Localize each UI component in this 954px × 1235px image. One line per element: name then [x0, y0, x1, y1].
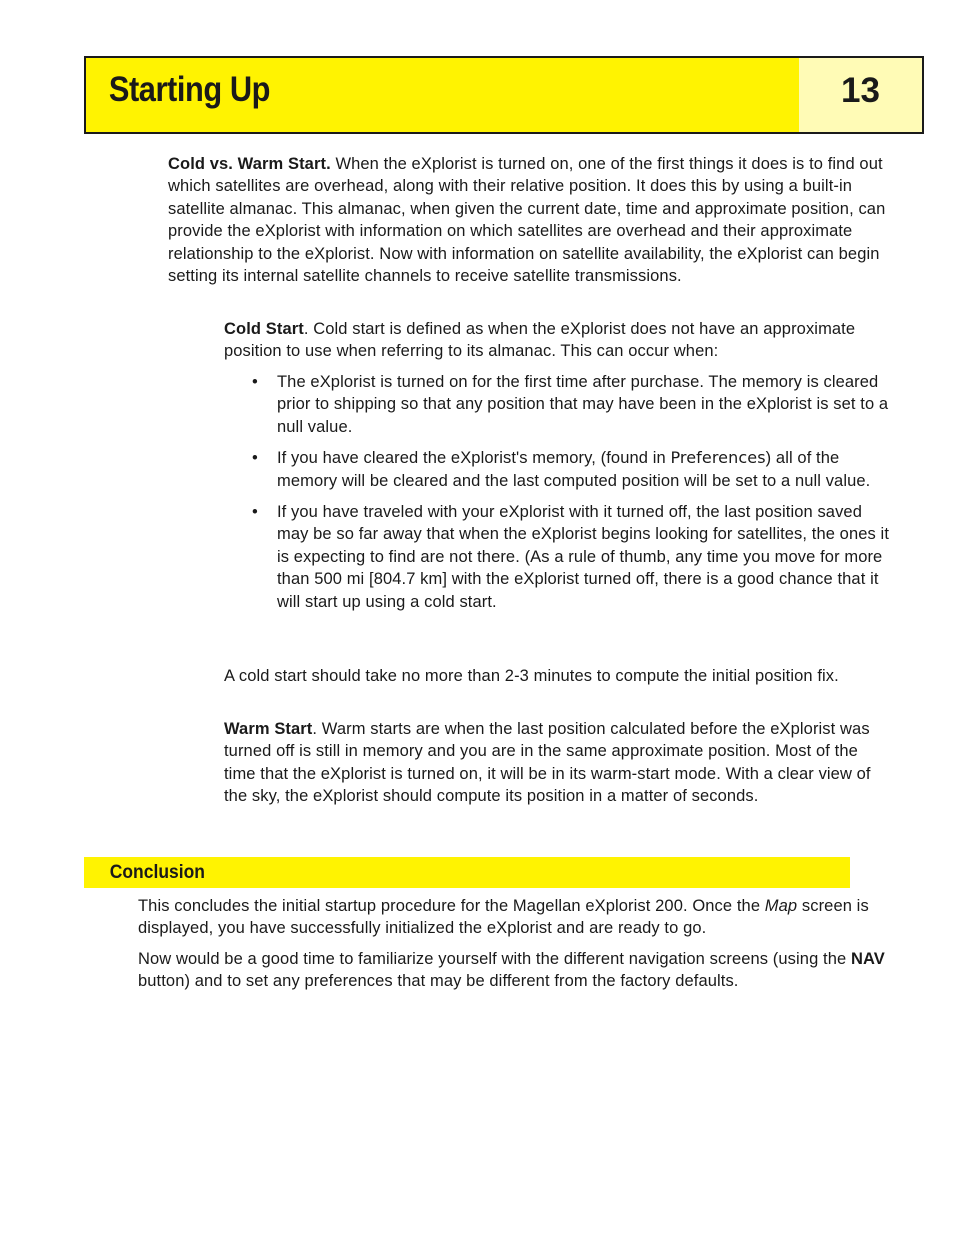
map-term: Map [764, 897, 798, 915]
cold-start-text: . Cold start is defined as when the eXplorist does not have an approximate position to use when referring to its almanac. This can occur when: [224, 320, 856, 361]
warm-start-text: . Warm starts are when the last position calculated before the eXplorist was turned off is still in memory and you are in the same approximate position. Most of the time that the eXplorist is turned on, it will be in its warm-start mode. With a clear view of the sky, the eXplorist should compute its position in a matter of seconds. [224, 720, 871, 806]
list-item [252, 501, 897, 613]
bullet-text-post: ) all of the memory will be cleared and the last computed position will be set to a null value. [277, 449, 871, 490]
preferences-term: Preferences [670, 448, 766, 468]
intro-lead: Cold vs. Warm Start. [168, 155, 331, 173]
bullet-icon: • [252, 503, 258, 522]
page-number: 13 [799, 58, 922, 132]
conclusion-p2-post: button) and to set any preferences that may be different from the factory defaults. [138, 972, 739, 991]
bullet-icon: • [252, 373, 258, 391]
bullet-text-pre: If you have cleared the eXplorist's memory, (found in [277, 449, 671, 468]
conclusion-p1-pre: This concludes the initial startup procedure for the Magellan eXplorist 200. Once the [138, 897, 765, 915]
list-item [252, 371, 897, 438]
conclusion-paragraph-1 [138, 895, 908, 940]
cold-start-duration-paragraph: A cold start should take no more than 2-3 minutes to compute the initial position fix. [224, 667, 839, 685]
chapter-header [84, 56, 924, 134]
cold-start-conditions-list [252, 371, 897, 622]
cold-start-paragraph [224, 318, 899, 363]
warm-start-paragraph [224, 718, 894, 808]
bullet-text: If you have traveled with your eXplorist with it turned off, the last position saved may be so far away that when the eXplorist begins looking for satellites, the ones it is expecting to find are not there. (As a rule of thumb, any time you move for more than 500 mi [804.7 km] with the eXplorist turned off, there is a good chance that it will start up using a cold start. [277, 503, 889, 611]
intro-paragraph [168, 153, 896, 287]
cold-start-lead: Cold Start [224, 320, 304, 338]
conclusion-p2-pre: Now would be a good time to familiarize yourself with the different navigation screens (using the [138, 950, 851, 968]
list-item [252, 447, 897, 492]
conclusion-paragraph-2 [138, 948, 908, 993]
warm-start-lead: Warm Start [224, 720, 313, 738]
nav-button-term: NAV [850, 950, 885, 968]
chapter-title: Starting Up [108, 70, 271, 109]
bullet-icon: • [252, 449, 258, 468]
conclusion-heading: Conclusion [109, 861, 205, 883]
conclusion-p1-post: screen is displayed, you have successfully initialized the eXplorist and are ready to go. [138, 897, 869, 938]
intro-text: When the eXplorist is turned on, one of the first things it does is to find out which satellites are overhead, along with their relative position. It does this by using a built-in satellite almanac. This almanac, when given the current date, time and approximate position, can provide the eXplorist with information on which satellites are overhead and their approximate relationship to the eXplorist. Now with information on satellite availability, the eXplorist can begin setting its internal satellite channels to receive satellite transmissions. [168, 155, 886, 286]
bullet-text: The eXplorist is turned on for the first time after purchase. The memory is cleared prior to shipping so that any position that may have been in the eXplorist is set to a null value. [277, 373, 889, 436]
conclusion-section-header [84, 857, 850, 888]
